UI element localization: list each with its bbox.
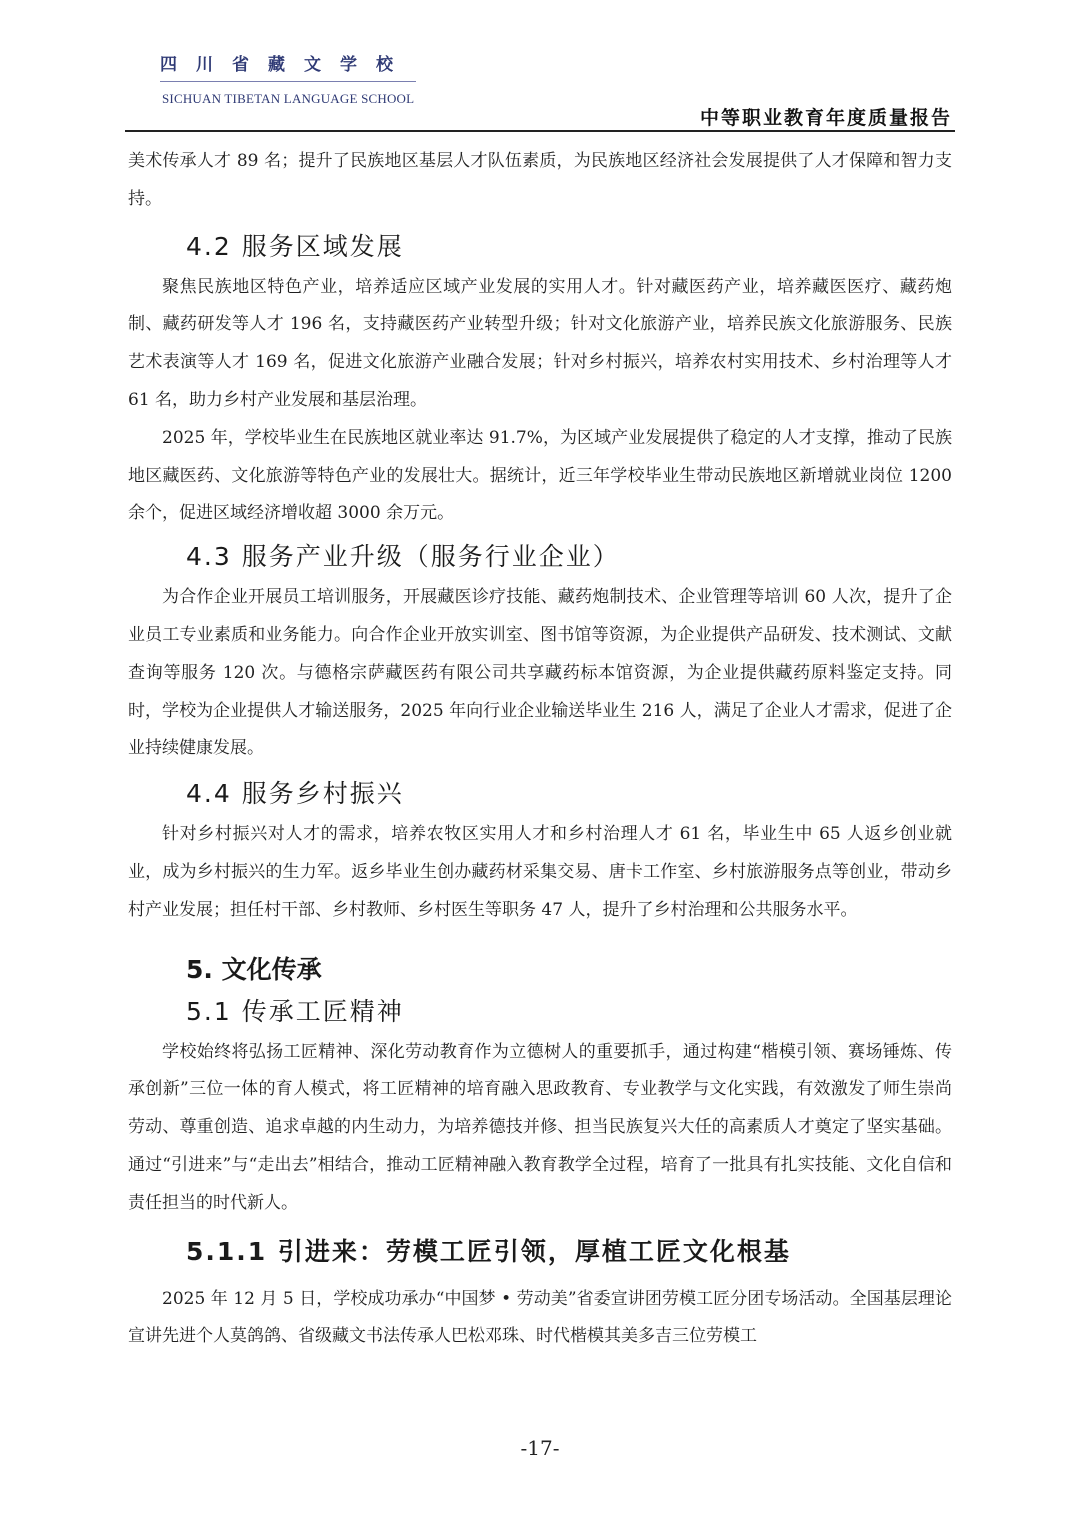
school-name-en: SICHUAN TIBETAN LANGUAGE SCHOOL (162, 91, 415, 106)
paragraph-4-4: 针对乡村振兴对人才的需求，培养农牧区实用人才和乡村治理人才 61 名，毕业生中 65 人返乡创业就业，成为乡村振兴的生力军。返乡毕业生创办藏药材采集交易、唐卡工作室、乡村旅游服务点等创业，带动乡村产业发展；担任村干部、乡村教师、乡村医生等职务 47 人，提升了乡村治理和公共服务水平。 (128, 824, 952, 920)
heading-4-3: 4.3 服务产业升级（服务行业企业） (186, 542, 620, 572)
paragraph-4-2-b: 2025 年，学校毕业生在民族地区就业率达 91.7%，为区域产业发展提供了稳定的人才支撑，推动了民族地区藏医药、文化旅游等特色产业的发展壮大。据统计，近三年学校毕业生带动民族地区新增就业岗位 1200 余个，促进区域经济增收超 3000 余万元。 (128, 427, 952, 524)
paragraph-5-1-1: 2025 年 12 月 5 日，学校成功承办“中国梦 • 劳动美”省委宣讲团劳模工匠分团专场活动。全国基层理论宣讲先进个人莫鸽鸽、省级藏文书法传承人巴松邓珠、时代楷模其美多吉三位劳模工 (128, 1288, 952, 1347)
school-name-cn: 四川省藏文学校 (160, 55, 412, 75)
page-content (128, 143, 952, 1356)
paragraph-4-3: 为合作企业开展员工培训服务，开展藏医诊疗技能、藏药炮制技术、企业管理等培训 60 人次，提升了企业员工专业素质和业务能力。向合作企业开放实训室、图书馆等资源，为企业提供产品研发、技术测试、文献查询等服务 120 次。与德格宗萨藏医药有限公司共享藏药标本馆资源，为企业提供藏药原料鉴定支持。同时，学校为企业提供人才输送服务，2025 年向行业企业输送毕业生 216 人，满足了企业人才需求，促进了企业持续健康发展。 (128, 587, 952, 759)
heading-5-1: 5.1 传承工匠精神 (186, 996, 404, 1026)
paragraph-5-1: 学校始终将弘扬工匠精神、深化劳动教育作为立德树人的重要抓手，通过构建“楷模引领、赛场锤炼、传承创新”三位一体的育人模式，将工匠精神的培育融入思政教育、专业教学与文化实践，有效激发了师生崇尚劳动、尊重创造、追求卓越的内生动力，为培养德技并修、担当民族复兴大任的高素质人才奠定了坚实基础。通过“引进来”与“走出去”相结合，推动工匠精神融入教育教学全过程，培育了一批具有扎实技能、文化自信和责任担当的时代新人。 (128, 1041, 952, 1213)
paragraph-intro: 美术传承人才 89 名；提升了民族地区基层人才队伍素质，为民族地区经济社会发展提供了人才保障和智力支持。 (128, 151, 952, 209)
report-title: 中等职业教育年度质量报告 (699, 107, 952, 129)
heading-5-1-1: 5.1.1 引进来：劳模工匠引领，厚植工匠文化根基 (186, 1236, 791, 1266)
paragraph-4-2-a: 聚焦民族地区特色产业，培养适应区域产业发展的实用人才。针对藏医药产业，培养藏医医疗、藏药炮制、藏药研发等人才 196 名，支持藏医药产业转型升级；针对文化旅游产业，培养民族文化旅游服务、民族艺术表演等人才 169 名，促进文化旅游产业融合发展；针对乡村振兴，培养农村实用技术、乡村治理等人才 61 名，助力乡村产业发展和基层治理。 (128, 276, 952, 410)
school-name-divider (160, 81, 416, 82)
header-divider (125, 130, 955, 132)
heading-4-2: 4.2 服务区域发展 (186, 231, 404, 261)
heading-5: 5. 文化传承 (186, 954, 322, 984)
heading-4-4: 4.4 服务乡村振兴 (186, 779, 404, 809)
page-number: -17- (520, 1436, 560, 1460)
